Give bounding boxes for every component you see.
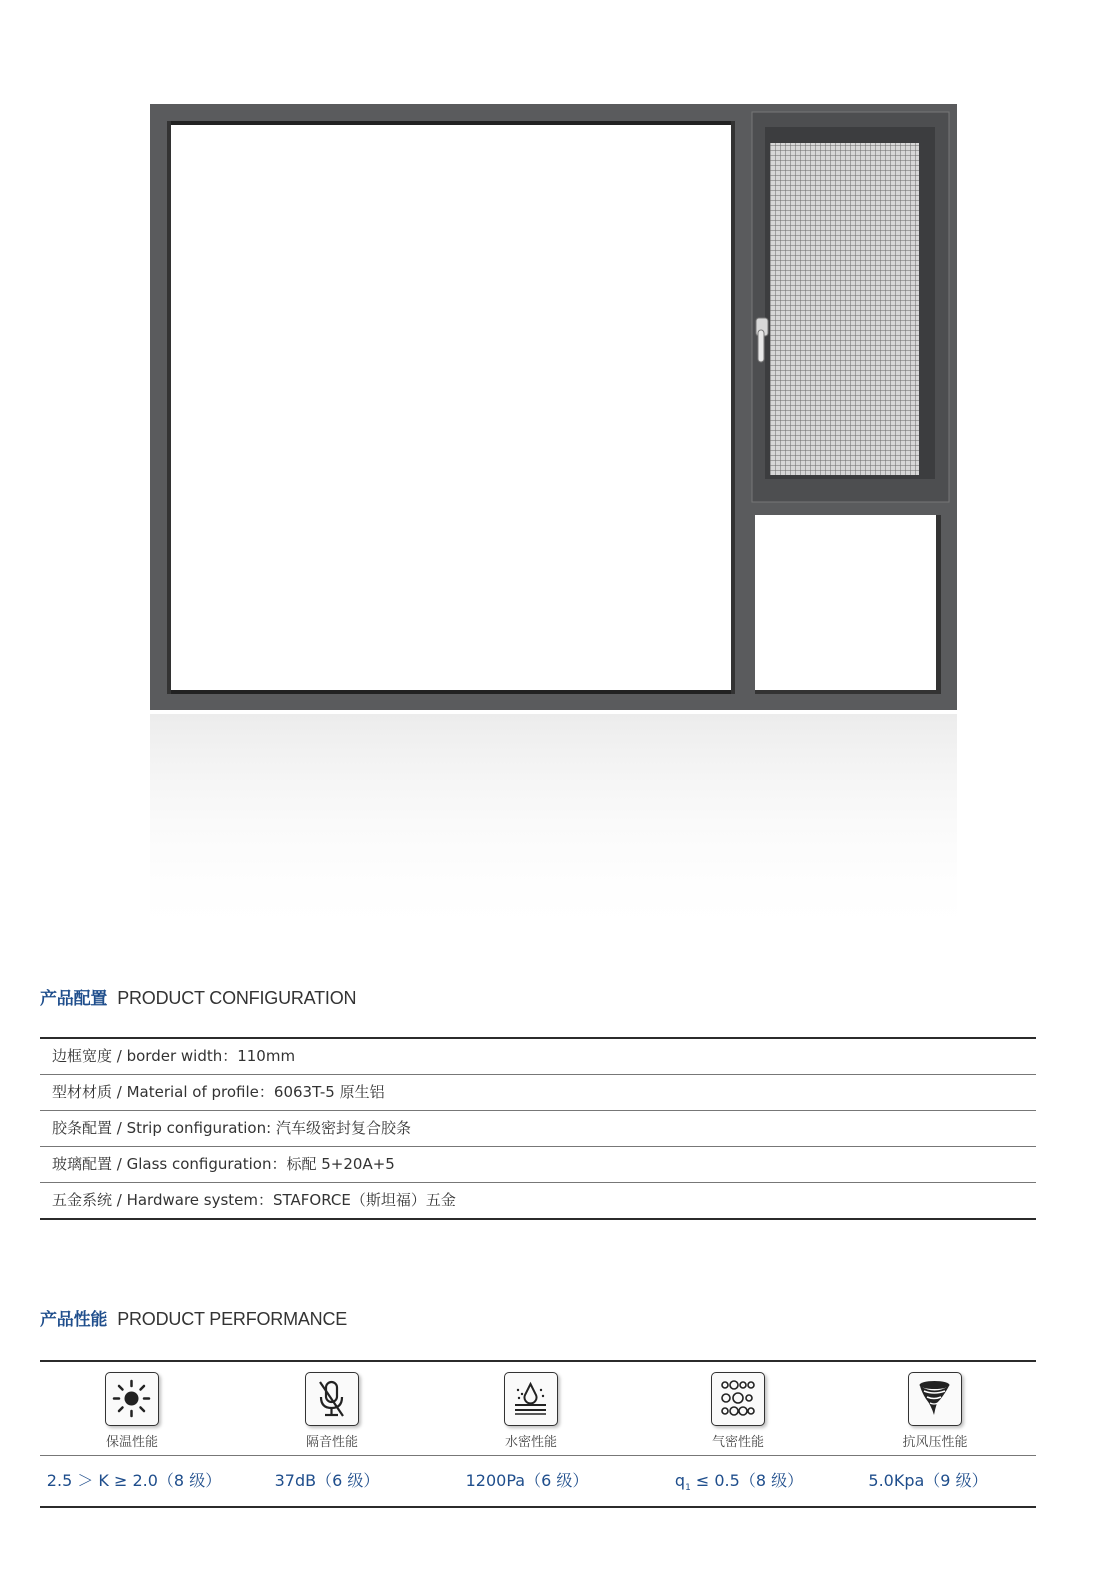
perf-wind xyxy=(855,1362,1015,1450)
performance-title-en: PRODUCT PERFORMANCE xyxy=(117,1309,348,1329)
configuration-table xyxy=(40,1037,1036,1220)
configuration-title-en: PRODUCT CONFIGURATION xyxy=(117,988,357,1008)
tornado-icon xyxy=(908,1372,962,1426)
sun-icon xyxy=(105,1372,159,1426)
perf-sound-value: 37dB（6 级） xyxy=(274,1471,380,1490)
perf-insulation xyxy=(52,1362,212,1450)
config-row-profile-material: 型材材质 / Material of profile：6063T-5 原生铝 xyxy=(40,1075,1036,1111)
perf-water-value: 1200Pa（6 级） xyxy=(465,1471,589,1490)
configuration-title-zh: 产品配置 xyxy=(40,989,108,1009)
config-row-border-width: 边框宽度 / border width：110mm xyxy=(40,1039,1036,1075)
performance-table xyxy=(40,1360,1036,1508)
performance-icons-row xyxy=(40,1362,1036,1456)
water-drop-icon xyxy=(504,1372,558,1426)
air-bubbles-icon xyxy=(711,1372,765,1426)
perf-air xyxy=(658,1362,818,1450)
perf-sound-label: 隔音性能 xyxy=(305,1435,358,1450)
perf-water-label: 水密性能 xyxy=(504,1435,557,1450)
performance-title-zh: 产品性能 xyxy=(40,1310,108,1330)
perf-water xyxy=(451,1362,611,1450)
perf-insulation-value: 2.5 ＞ K ≥ 2.0（8 级） xyxy=(46,1471,222,1490)
perf-wind-value: 5.0Kpa（9 级） xyxy=(868,1471,988,1490)
config-row-glass: 玻璃配置 / Glass configuration：标配 5+20A+5 xyxy=(40,1147,1036,1183)
perf-sound xyxy=(252,1362,412,1450)
config-row-hardware: 五金系统 / Hardware system：STAFORCE（斯坦福）五金 xyxy=(52,1191,456,1209)
perf-air-label: 气密性能 xyxy=(711,1435,764,1450)
configuration-title xyxy=(40,984,356,1009)
perf-air-value-prefix: q xyxy=(674,1471,686,1490)
performance-values-row xyxy=(40,1456,1036,1506)
perf-insulation-label: 保温性能 xyxy=(105,1435,158,1450)
perf-wind-label: 抗风压性能 xyxy=(902,1435,968,1450)
performance-title xyxy=(40,1305,347,1330)
perf-air-value-sub: 1 xyxy=(685,1483,691,1494)
perf-air-value-rest: ≤ 0.5（8 级） xyxy=(690,1471,804,1490)
muted-microphone-icon xyxy=(305,1372,359,1426)
config-row-strip: 胶条配置 / Strip configuration: 汽车级密封复合胶条 xyxy=(40,1111,1036,1147)
